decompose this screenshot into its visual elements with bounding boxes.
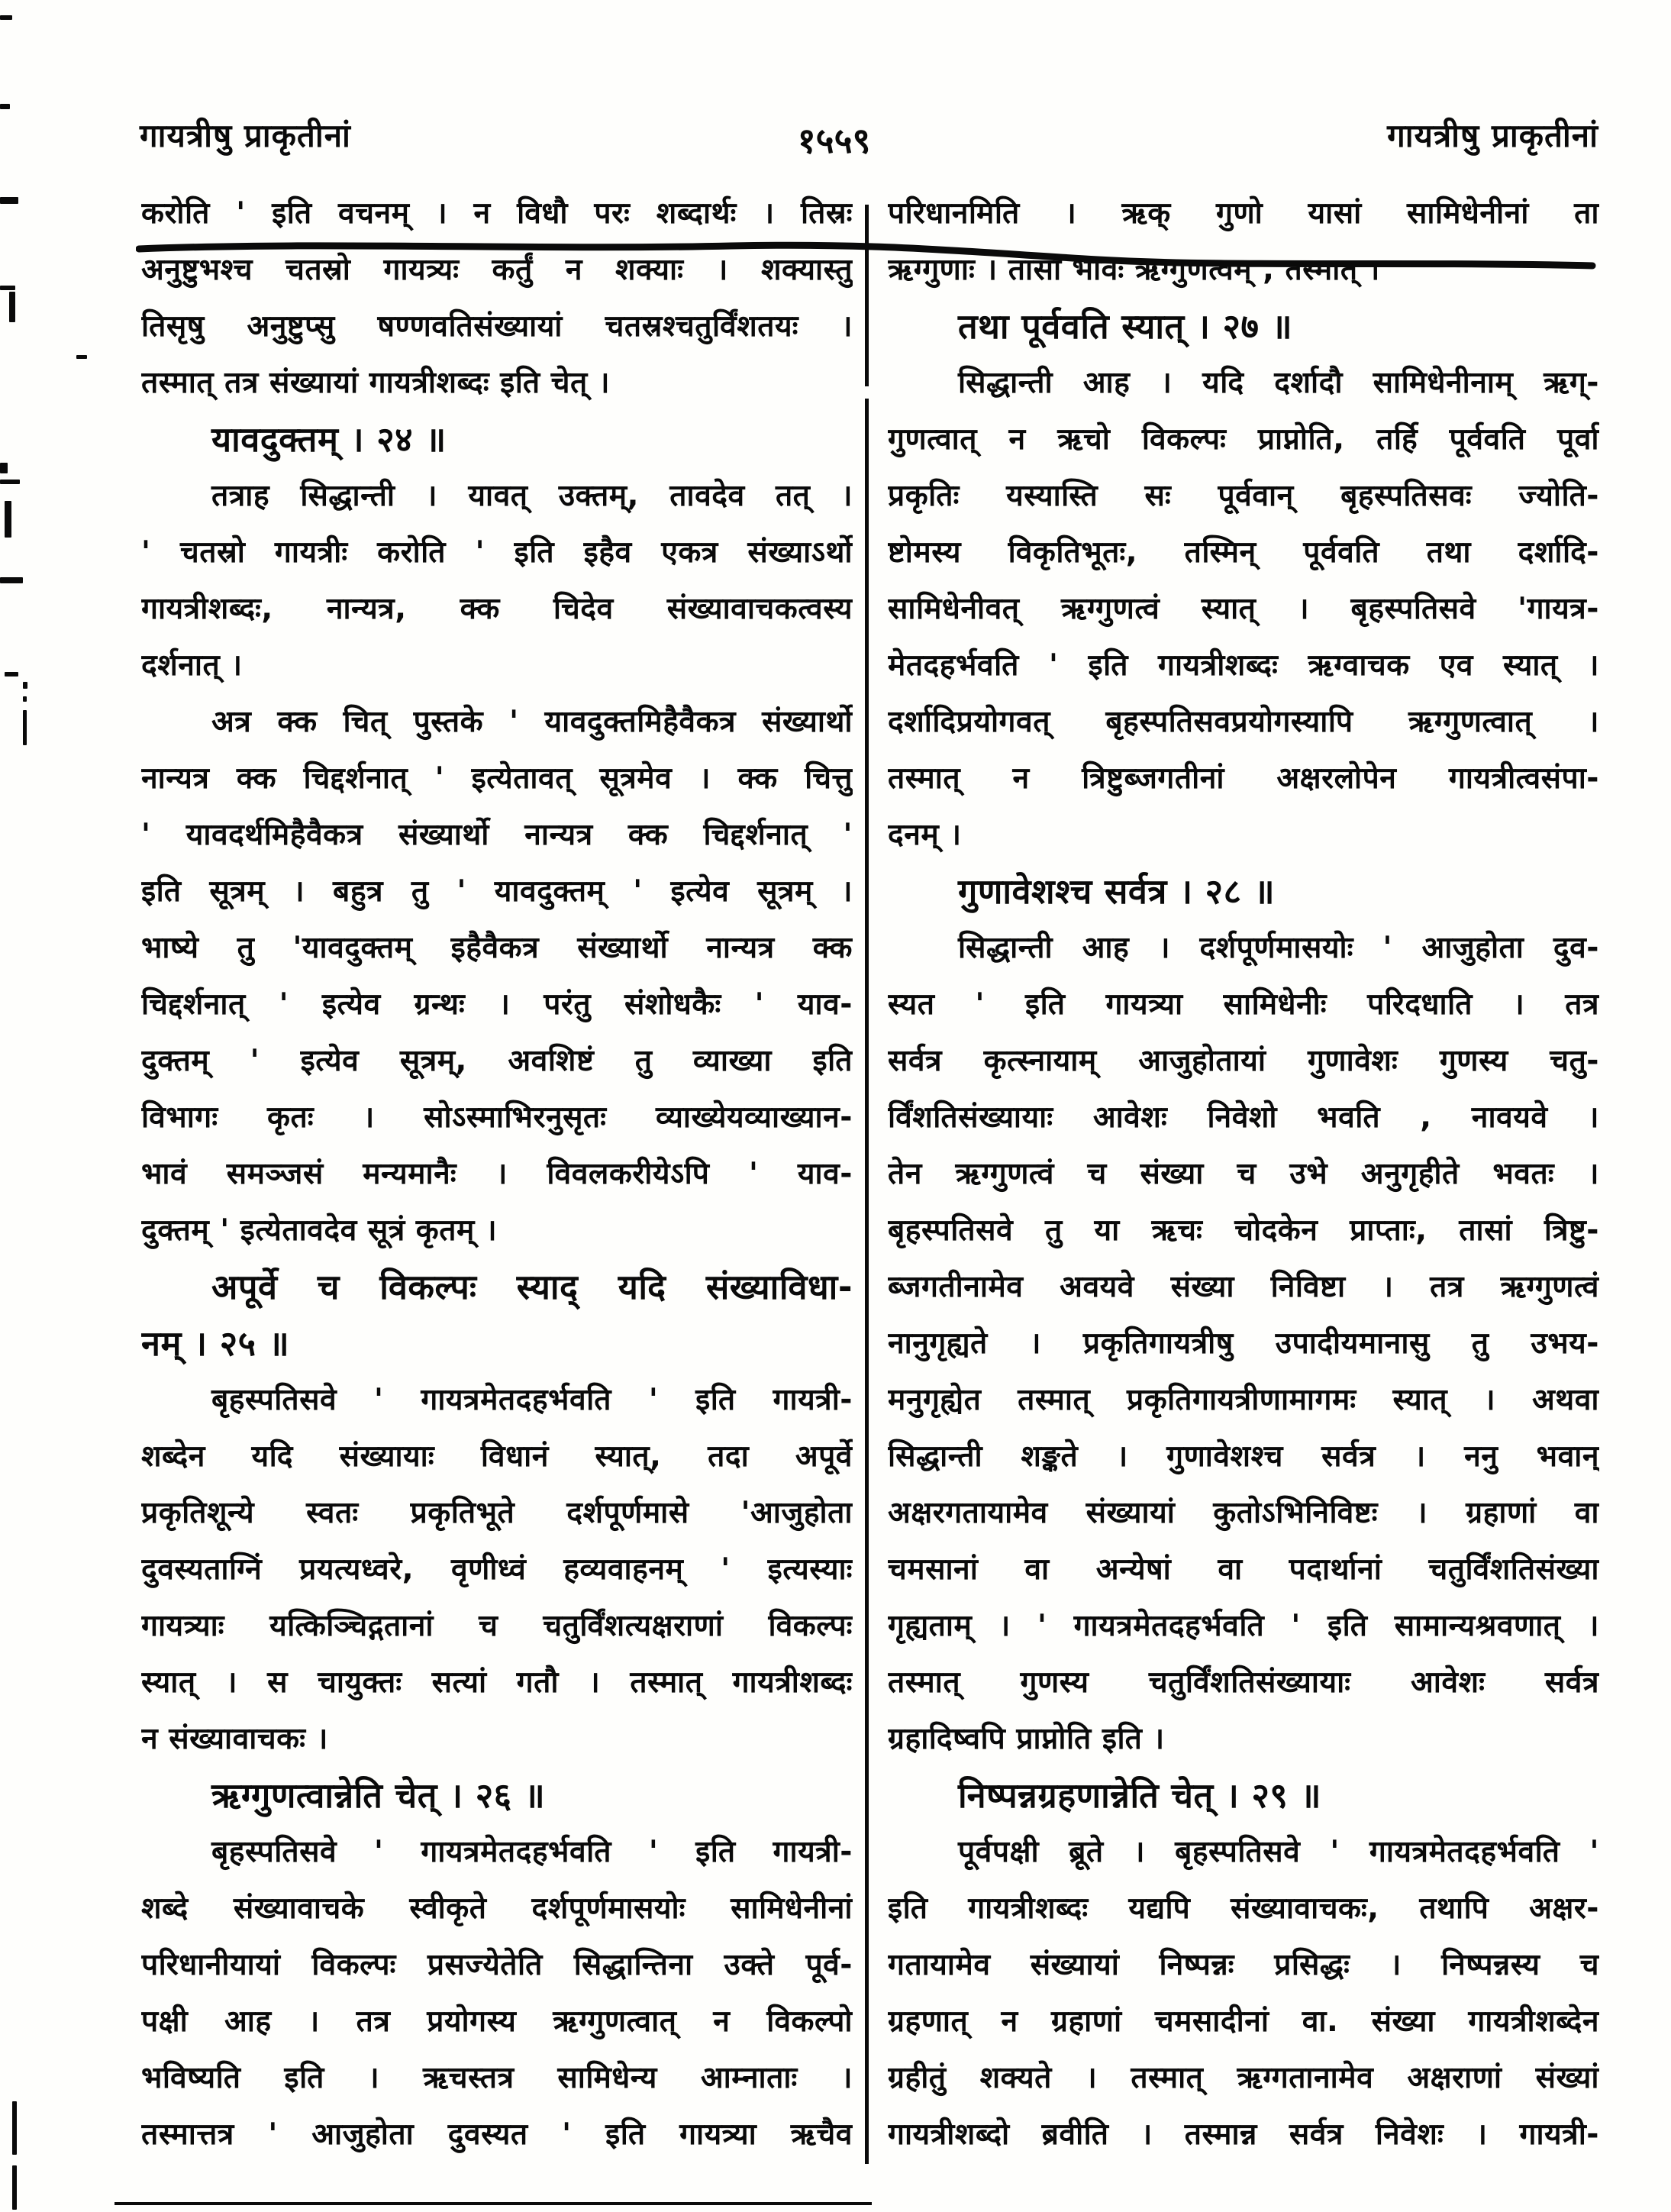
scan-speck: [0, 197, 18, 204]
scan-speck: [0, 480, 20, 484]
footer-rule: [115, 2202, 872, 2205]
scan-speck: [0, 286, 15, 290]
text-line: गृह्यताम् । ' गायत्रमेतदहर्भवति ' इति सामान्यश्रवणात् ।: [888, 1609, 1599, 1643]
scan-speck: [12, 2101, 17, 2155]
text-line: दुक्तम् ' इत्येव सूत्रम्, अवशिष्टं तु व्याख्या इति: [141, 1044, 853, 1078]
text-line: प्रकृतिः यस्यास्ति सः पूर्ववान् बृहस्पतिसवः ज्योति-: [888, 479, 1599, 513]
text-line: सर्वत्र कृत्स्नायाम् आजुहोतायां गुणावेशः गुणस्य चतु-: [888, 1044, 1599, 1078]
scan-speck: [5, 501, 11, 538]
scan-speck: [0, 15, 12, 20]
column-divider: [865, 205, 869, 386]
sutra-line: नम् । २५ ॥: [141, 1323, 290, 1364]
text-line: पूर्वपक्षी ब्रूते । बृहस्पतिसवे ' गायत्रमेतदहर्भवति ': [958, 1835, 1599, 1869]
text-line: विभागः कृतः । सोऽस्माभिरनुसृतः व्याख्येयव्याख्यान-: [141, 1100, 853, 1135]
text-line: न संख्यावाचकः ।: [141, 1722, 328, 1756]
text-line: ' यावदर्थमिहैवैकत्र संख्यार्थो नान्यत्र क्क चिद्दर्शनात् ': [141, 818, 853, 852]
sutra-line: यावदुक्तम् । २४ ॥: [211, 419, 447, 460]
text-line: ऋग्गुणाः । तासां भावः ऋग्गुणत्वम् , तस्मात् ।: [888, 253, 1380, 287]
text-line: नान्यत्र क्क चिद्दर्शनात् ' इत्येतावत् सूत्रमेव । क्क चित्तु: [141, 761, 853, 796]
scan-speck: [5, 672, 18, 677]
text-line: दनम् ।: [888, 818, 962, 852]
text-line: सामिधेनीवत् ऋग्गुणत्वं स्यात् । बृहस्पतिसवे 'गायत्र-: [888, 592, 1599, 626]
sutra-line: अपूर्वे च विकल्पः स्याद् यदि संख्याविधा-: [211, 1267, 853, 1307]
text-line: बृहस्पतिसवे तु या ऋचः चोदकेन प्राप्ताः, तासां त्रिष्टु-: [888, 1213, 1599, 1248]
scan-speck: [0, 463, 8, 473]
text-line: स्यत ' इति गायत्र्या सामिधेनीः परिदधाति । तत्र: [888, 987, 1599, 1022]
text-line: परिधानमिति । ऋक् गुणो यासां सामिधेनीनां ता: [888, 196, 1599, 231]
text-line: दुवस्यताग्निं प्रयत्यध्वरे, वृणीध्वं हव्यवाहनम् ' इत्यस्याः: [141, 1552, 853, 1587]
sutra-line: गुणावेशश्च सर्वत्र । २८ ॥: [958, 871, 1276, 912]
scan-speck: [0, 104, 10, 109]
text-line: बृहस्पतिसवे ' गायत्रमेतदहर्भवति ' इति गायत्री-: [211, 1383, 853, 1417]
text-line: शब्देन यदि संख्यायाः विधानं स्यात्, तदा अपूर्वे: [141, 1439, 853, 1474]
text-line: तत्राह सिद्धान्ती । यावत् उक्तम्, तावदेव तत् ।: [211, 479, 853, 513]
text-line: ' चतस्रो गायत्रीः करोति ' इति इहैव एकत्र संख्याऽर्थो: [141, 535, 853, 570]
text-line: ष्टोमस्य विकृतिभूतः, तस्मिन् पूर्ववति तथा दर्शादि-: [888, 535, 1599, 570]
text-line: परिधानीयायां विकल्पः प्रसज्येतेति सिद्धान्तिना उक्ते पूर्व-: [141, 1948, 853, 1982]
column-divider: [865, 399, 869, 2164]
text-line: सिद्धान्ती शङ्कते । गुणावेशश्च सर्वत्र । ननु भवान्: [888, 1439, 1599, 1474]
text-line: तस्मात्तत्र ' आजुहोता दुवस्यत ' इति गायत्र्या ऋचैव: [141, 2117, 853, 2152]
text-line: अनुष्टुभश्च चतस्रो गायत्र्यः कर्तुं न शक्याः । शक्यास्तु: [141, 253, 853, 287]
text-line: र्विंशतिसंख्यायाः आवेशः निवेशो भवति , नावयवे ।: [888, 1100, 1599, 1135]
text-line: अक्षरगतायामेव संख्यायां कुतोऽभिनिविष्टः । ग्रहाणां वा: [888, 1496, 1599, 1530]
scan-speck: [9, 292, 15, 322]
text-line: नानुगृह्यते । प्रकृतिगायत्रीषु उपादीयमानासु तु उभय-: [888, 1326, 1599, 1361]
text-line: इति सूत्रम् । बहुत्र तु ' यावदुक्तम् ' इत्येव सूत्रम् ।: [141, 874, 853, 909]
text-line: भविष्यति इति । ऋचस्तत्र सामिधेन्य आम्नाताः ।: [141, 2061, 853, 2095]
text-line: चिद्दर्शनात् ' इत्येव ग्रन्थः । परंतु संशोधकैः ' याव-: [141, 987, 853, 1022]
text-line: गतायामेव संख्यायां निष्पन्नः प्रसिद्धः । निष्पन्नस्य च: [888, 1948, 1599, 1982]
text-line: दर्शादिप्रयोगवत् बृहस्पतिसवप्रयोगस्यापि ऋग्गुणत्वात् ।: [888, 705, 1599, 739]
text-line: भाष्ये तु 'यावदुक्तम् इहैवैकत्र संख्यार्थो नान्यत्र क्क: [141, 931, 853, 965]
text-line: अत्र क्क चित् पुस्तके ' यावदुक्तमिहैवैकत्र संख्यार्थो: [211, 705, 853, 739]
text-line: मनुगृह्येत तस्मात् प्रकृतिगायत्रीणामागमः स्यात् । अथवा: [888, 1383, 1599, 1417]
text-line: गुणत्वात् न ऋचो विकल्पः प्राप्नोति, तर्हि पूर्ववति पूर्वा: [888, 422, 1599, 457]
text-line: स्यात् । स चायुक्तः सत्यां गतौ । तस्मात् गायत्रीशब्दः: [141, 1665, 853, 1700]
text-line: चमसानां वा अन्येषां वा पदार्थानां चतुर्विंशतिसंख्या: [888, 1552, 1599, 1587]
text-line: तस्मात् तत्र संख्यायां गायत्रीशब्दः इति चेत् ।: [141, 366, 611, 400]
text-line: सिद्धान्ती आह । यदि दर्शादौ सामिधेनीनाम् ऋग्-: [958, 366, 1599, 400]
text-line: भावं समञ्जसं मन्यमानैः । विवलकरीयेऽपि ' याव-: [141, 1157, 853, 1191]
text-line: इति गायत्रीशब्दः यद्यपि संख्यावाचकः, तथापि अक्षर-: [888, 1891, 1599, 1926]
text-line: दुक्तम् ' इत्येतावदेव सूत्रं कृतम् ।: [141, 1213, 498, 1248]
scan-speck: [76, 355, 87, 359]
text-line: दर्शनात् ।: [141, 648, 243, 683]
scan-speck: [23, 710, 27, 745]
text-line: तिसृषु अनुष्टुप्सु षण्णवतिसंख्यायां चतस्रश्चतुर्विंशतयः ।: [141, 309, 853, 344]
text-line: करोति ' इति वचनम् । न विधौ परः शब्दार्थः । तिस्रः: [141, 196, 853, 231]
text-line: गायत्र्याः यत्किञ्चिद्गतानां च चतुर्विंशत्यक्षराणां विकल्पः: [141, 1609, 853, 1643]
right-column: [888, 186, 1599, 2163]
scan-speck: [0, 577, 23, 583]
sutra-line: तथा पूर्ववति स्यात् । २७ ॥: [958, 306, 1293, 347]
text-line: तस्मात् गुणस्य चतुर्विंशतिसंख्यायाः आवेशः सर्वत्र: [888, 1665, 1599, 1700]
text-line: तस्मात् न त्रिष्टुब्जगतीनां अक्षरलोपेन गायत्रीत्वसंपा-: [888, 761, 1599, 796]
text-line: गायत्रीशब्दो ब्रवीति । तस्मान्न सर्वत्र निवेशः । गायत्री-: [888, 2117, 1599, 2152]
left-column: [141, 186, 853, 2163]
sutra-line: निष्पन्नग्रहणान्नेति चेत् । २९ ॥: [958, 1775, 1321, 1816]
text-line: ग्रहादिष्वपि प्राप्नोति इति ।: [888, 1722, 1165, 1756]
sutra-line: ऋग्गुणत्वान्नेति चेत् । २६ ॥: [211, 1775, 546, 1816]
scan-speck: [23, 696, 27, 702]
running-header-right: गायत्रीषु प्राकृतीनां: [1387, 117, 1598, 154]
scan-speck: [12, 2165, 17, 2210]
text-line: शब्दे संख्यावाचके स्वीकृते दर्शपूर्णमासयोः सामिधेनीनां: [141, 1891, 853, 1926]
text-line: ग्रहीतुं शक्यते । तस्मात् ऋग्गतानामेव अक्षराणां संख्यां: [888, 2061, 1599, 2095]
page-number: १५५९: [797, 120, 871, 161]
text-line: मेतदहर्भवति ' इति गायत्रीशब्दः ऋग्वाचक एव स्यात् ।: [888, 648, 1599, 683]
text-line: प्रकृतिशून्ये स्वतः प्रकृतिभूते दर्शपूर्णमासे 'आजुहोता: [141, 1496, 853, 1530]
text-line: बृहस्पतिसवे ' गायत्रमेतदहर्भवति ' इति गायत्री-: [211, 1835, 853, 1869]
text-line: पक्षी आह । तत्र प्रयोगस्य ऋग्गुणत्वात् न विकल्पो: [141, 2004, 853, 2039]
running-header-left: गायत्रीषु प्राकृतीनां: [140, 117, 351, 154]
scan-speck: [23, 682, 27, 689]
text-line: गायत्रीशब्दः, नान्यत्र, क्क चिदेव संख्यावाचकत्वस्य: [141, 592, 853, 626]
text-line: सिद्धान्ती आह । दर्शपूर्णमासयोः ' आजुहोता दुव-: [958, 931, 1599, 965]
text-line: ग्रहणात् न ग्रहाणां चमसादीनां वा. संख्या गायत्रीशब्देन: [888, 2004, 1599, 2039]
text-line: तेन ऋग्गुणत्वं च संख्या च उभे अनुगृहीते भवतः ।: [888, 1157, 1599, 1191]
text-line: ब्जगतीनामेव अवयवे संख्या निविष्टा । तत्र ऋग्गुणत्वं: [888, 1270, 1599, 1304]
